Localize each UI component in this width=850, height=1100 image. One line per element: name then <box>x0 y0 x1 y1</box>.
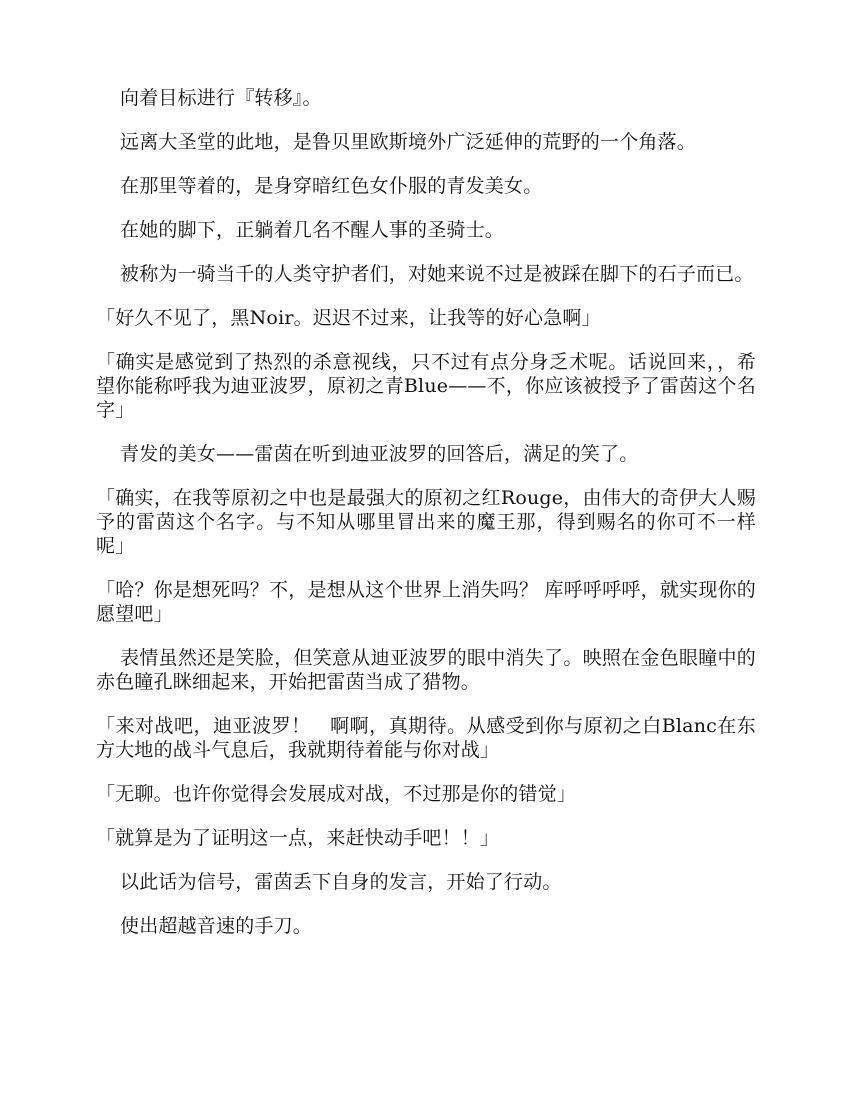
paragraph: 青发的美女——雷茵在听到迪亚波罗的回答后，满足的笑了。 <box>120 443 639 465</box>
dialogue-paragraph: 「确实，在我等原初之中也是最强大的原初之红Rouge，由伟大的奇伊大人赐予的雷茵这个名字。与不知从哪里冒出来的魔王那，得到赐名的你可不一样呢」 <box>96 487 756 557</box>
dialogue-paragraph: 「好久不见了，黑Noir。迟迟不过来，让我等的好心急啊」 <box>96 307 601 329</box>
dialogue-paragraph: 「来对战吧，迪亚波罗！ 啊啊，真期待。从感受到你与原初之白Blanc在东方大地的战斗气息后，我就期待着能与你对战」 <box>96 715 756 761</box>
paragraph: 以此话为信号，雷茵丢下自身的发言，开始了行动。 <box>120 871 562 893</box>
dialogue-paragraph: 「无聊。也许你觉得会发展成对战，不过那是你的错觉」 <box>96 783 577 805</box>
paragraph: 在她的脚下，正躺着几名不醒人事的圣骑士。 <box>120 219 505 241</box>
paragraph: 向着目标进行『转移』。 <box>120 87 322 109</box>
dialogue-paragraph: 「哈？你是想死吗？不，是想从这个世界上消失吗？ 库呼呼呼呼，就实现你的愿望吧」 <box>96 579 756 625</box>
paragraph: 被称为一骑当千的人类守护者们，对她来说不过是被踩在脚下的石子而已。 <box>120 263 754 285</box>
paragraph: 在那里等着的，是身穿暗红色女仆服的青发美女。 <box>120 175 543 197</box>
dialogue-paragraph: 「确实是感觉到了热烈的杀意视线，只不过有点分身乏术呢。话说回来，，希望你能称呼我为迪亚波罗，原初之青Blue——不，你应该被授予了雷茵这个名字」 <box>96 351 756 421</box>
paragraph: 使出超越音速的手刀。 <box>120 915 313 937</box>
paragraph: 远离大圣堂的此地，是鲁贝里欧斯境外广泛延伸的荒野的一个角落。 <box>120 131 697 153</box>
document-page <box>96 86 756 958</box>
paragraph: 表情虽然还是笑脸，但笑意从迪亚波罗的眼中消失了。映照在金色眼瞳中的赤色瞳孔眯细起来，开始把雷茵当成了猎物。 <box>96 647 756 693</box>
dialogue-paragraph: 「就算是为了证明这一点，来赶快动手吧！！」 <box>96 827 500 849</box>
